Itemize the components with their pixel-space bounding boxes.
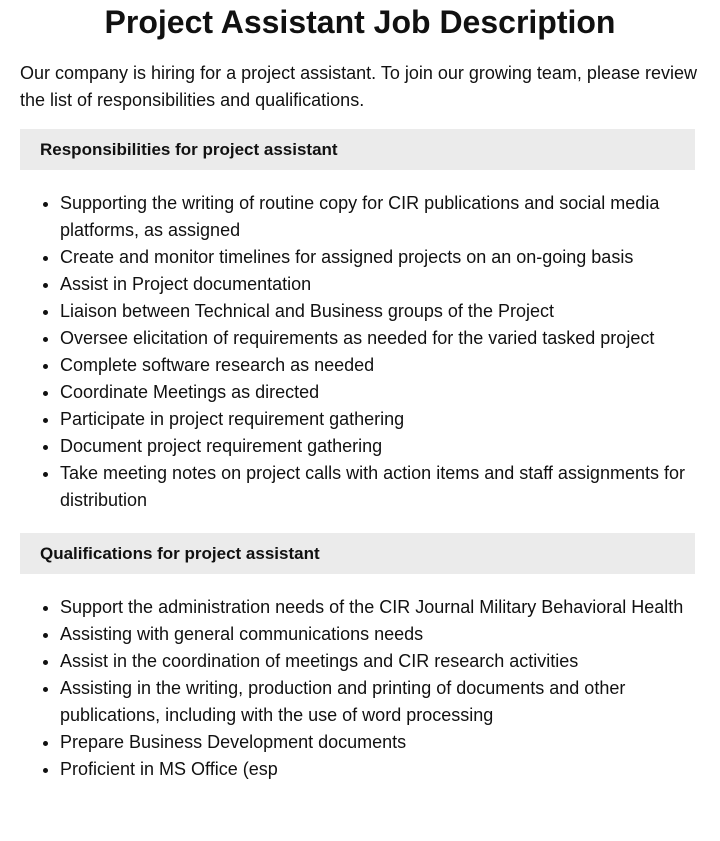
- list-item: • Assist in Project documentation: [60, 271, 720, 298]
- list-item: • Support the administration needs of the CIR Journal Military Behavioral Health: [60, 594, 720, 621]
- page-title: Project Assistant Job Description: [104, 4, 616, 40]
- list-item: • Proficient in MS Office (esp: [60, 756, 720, 783]
- qualifications-list: [20, 594, 720, 783]
- list-item: • Take meeting notes on project calls with action items and staff assignments for distribution: [60, 460, 720, 514]
- list-item: • Complete software research as needed: [60, 352, 720, 379]
- list-item: • Assist in the coordination of meetings and CIR research activities: [60, 648, 720, 675]
- list-item: • Participate in project requirement gathering: [60, 406, 720, 433]
- list-item: • Liaison between Technical and Business groups of the Project: [60, 298, 720, 325]
- list-item: • Assisting in the writing, production and printing of documents and other publications, including with the use of word processing: [60, 675, 720, 729]
- list-item: • Create and monitor timelines for assigned projects on an on-going basis: [60, 244, 720, 271]
- qualifications-heading: Qualifications for project assistant: [20, 533, 695, 574]
- list-item: • Document project requirement gathering: [60, 433, 720, 460]
- list-item: • Oversee elicitation of requirements as needed for the varied tasked project: [60, 325, 720, 352]
- list-item: • Coordinate Meetings as directed: [60, 379, 720, 406]
- intro-paragraph: Our company is hiring for a project assistant. To join our growing team, please review the list of responsibilities and qualifications.: [20, 63, 697, 110]
- responsibilities-heading: Responsibilities for project assistant: [20, 129, 695, 170]
- responsibilities-list: [20, 190, 720, 514]
- list-item: • Prepare Business Development documents: [60, 729, 720, 756]
- list-item: • Assisting with general communications needs: [60, 621, 720, 648]
- list-item: • Supporting the writing of routine copy for CIR publications and social media platforms, as assigned: [60, 190, 720, 244]
